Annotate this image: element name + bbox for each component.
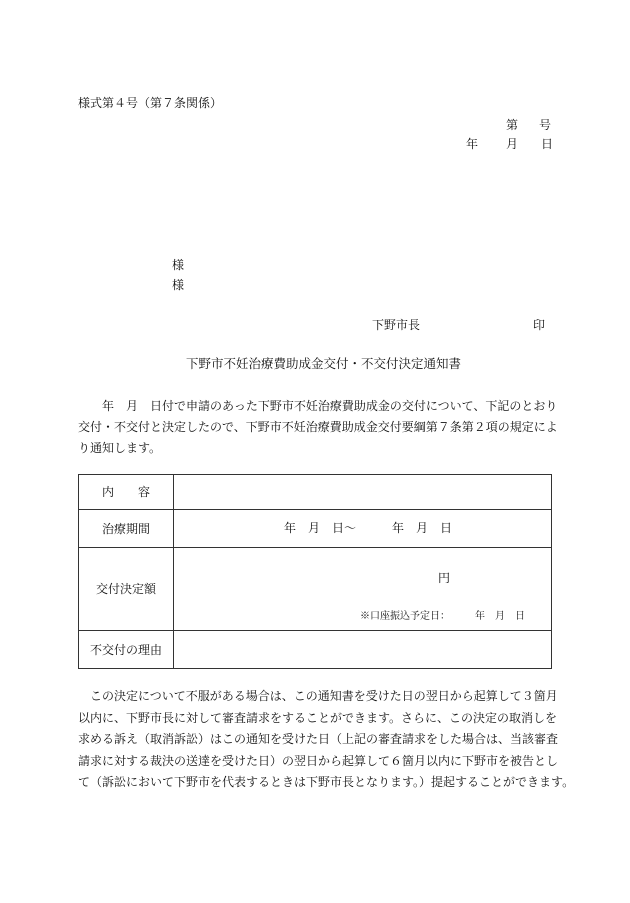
table-row-amount bbox=[79, 548, 552, 631]
table-row-reason bbox=[79, 631, 552, 669]
body-line: 交付・不交付と決定したので、下野市不妊治療費助成金交付要綱第７条第２項の規定によ bbox=[78, 420, 558, 434]
addressee-line-1: 様 bbox=[172, 258, 185, 272]
amount-label: 交付決定額 bbox=[79, 548, 174, 631]
content-label: 内 容 bbox=[79, 475, 174, 510]
period-value-cell bbox=[174, 510, 552, 548]
document-title: 下野市不妊治療費助成金交付・不交付決定通知書 bbox=[186, 356, 462, 371]
transfer-date-note: ※口座振込予定日： 年 月 日 bbox=[360, 611, 525, 622]
period-value: 年 月 日〜 年 月 日 bbox=[284, 521, 453, 535]
document-number-prefix: 第 bbox=[506, 118, 519, 132]
notice-line: て（訴訟において下野市を代表するときは下野市長となります。）提起することができます。 bbox=[78, 775, 575, 789]
body-line: 年 月 日付で申請のあった下野市不妊治療費助成金の交付について、下記のとおり bbox=[78, 399, 558, 413]
issue-date-year: 年 bbox=[466, 137, 479, 151]
addressee-line-2: 様 bbox=[172, 278, 185, 292]
issue-date-day: 日 bbox=[541, 137, 554, 151]
notice-line: この決定について不服がある場合は、この通知書を受けた日の翌日から起算して３箇月 bbox=[78, 689, 558, 703]
notice-line: 以内に、下野市長に対して審査請求をすることができます。さらに、この決定の取消しを bbox=[78, 710, 558, 725]
issue-date-month: 月 bbox=[506, 137, 519, 151]
notice-line: 請求に対する裁決の送達を受けた日）の翌日から起算して６箇月以内に下野市を被告とし bbox=[78, 753, 559, 768]
table-row-content bbox=[79, 475, 552, 510]
form-number: 様式第４号（第７条関係） bbox=[78, 96, 223, 110]
body-paragraph bbox=[78, 396, 558, 459]
amount-value-cell bbox=[174, 548, 552, 631]
appeal-notice bbox=[78, 686, 575, 794]
decision-table bbox=[78, 474, 552, 669]
table-row-period bbox=[79, 510, 552, 548]
seal-mark: 印 bbox=[533, 318, 546, 332]
period-label: 治療期間 bbox=[79, 510, 174, 548]
notice-line: 求める訴え（取消訴訟）はこの通知を受けた日（上記の審査請求をした場合は、当該審査 bbox=[78, 732, 559, 746]
document-number-suffix: 号 bbox=[539, 118, 552, 132]
content-value-cell bbox=[174, 475, 552, 510]
issuer-name: 下野市長 bbox=[372, 318, 421, 332]
body-line: り通知します。 bbox=[78, 441, 162, 455]
reason-label: 不交付の理由 bbox=[79, 631, 174, 669]
amount-unit: 円 bbox=[438, 571, 451, 585]
reason-value-cell bbox=[174, 631, 552, 669]
